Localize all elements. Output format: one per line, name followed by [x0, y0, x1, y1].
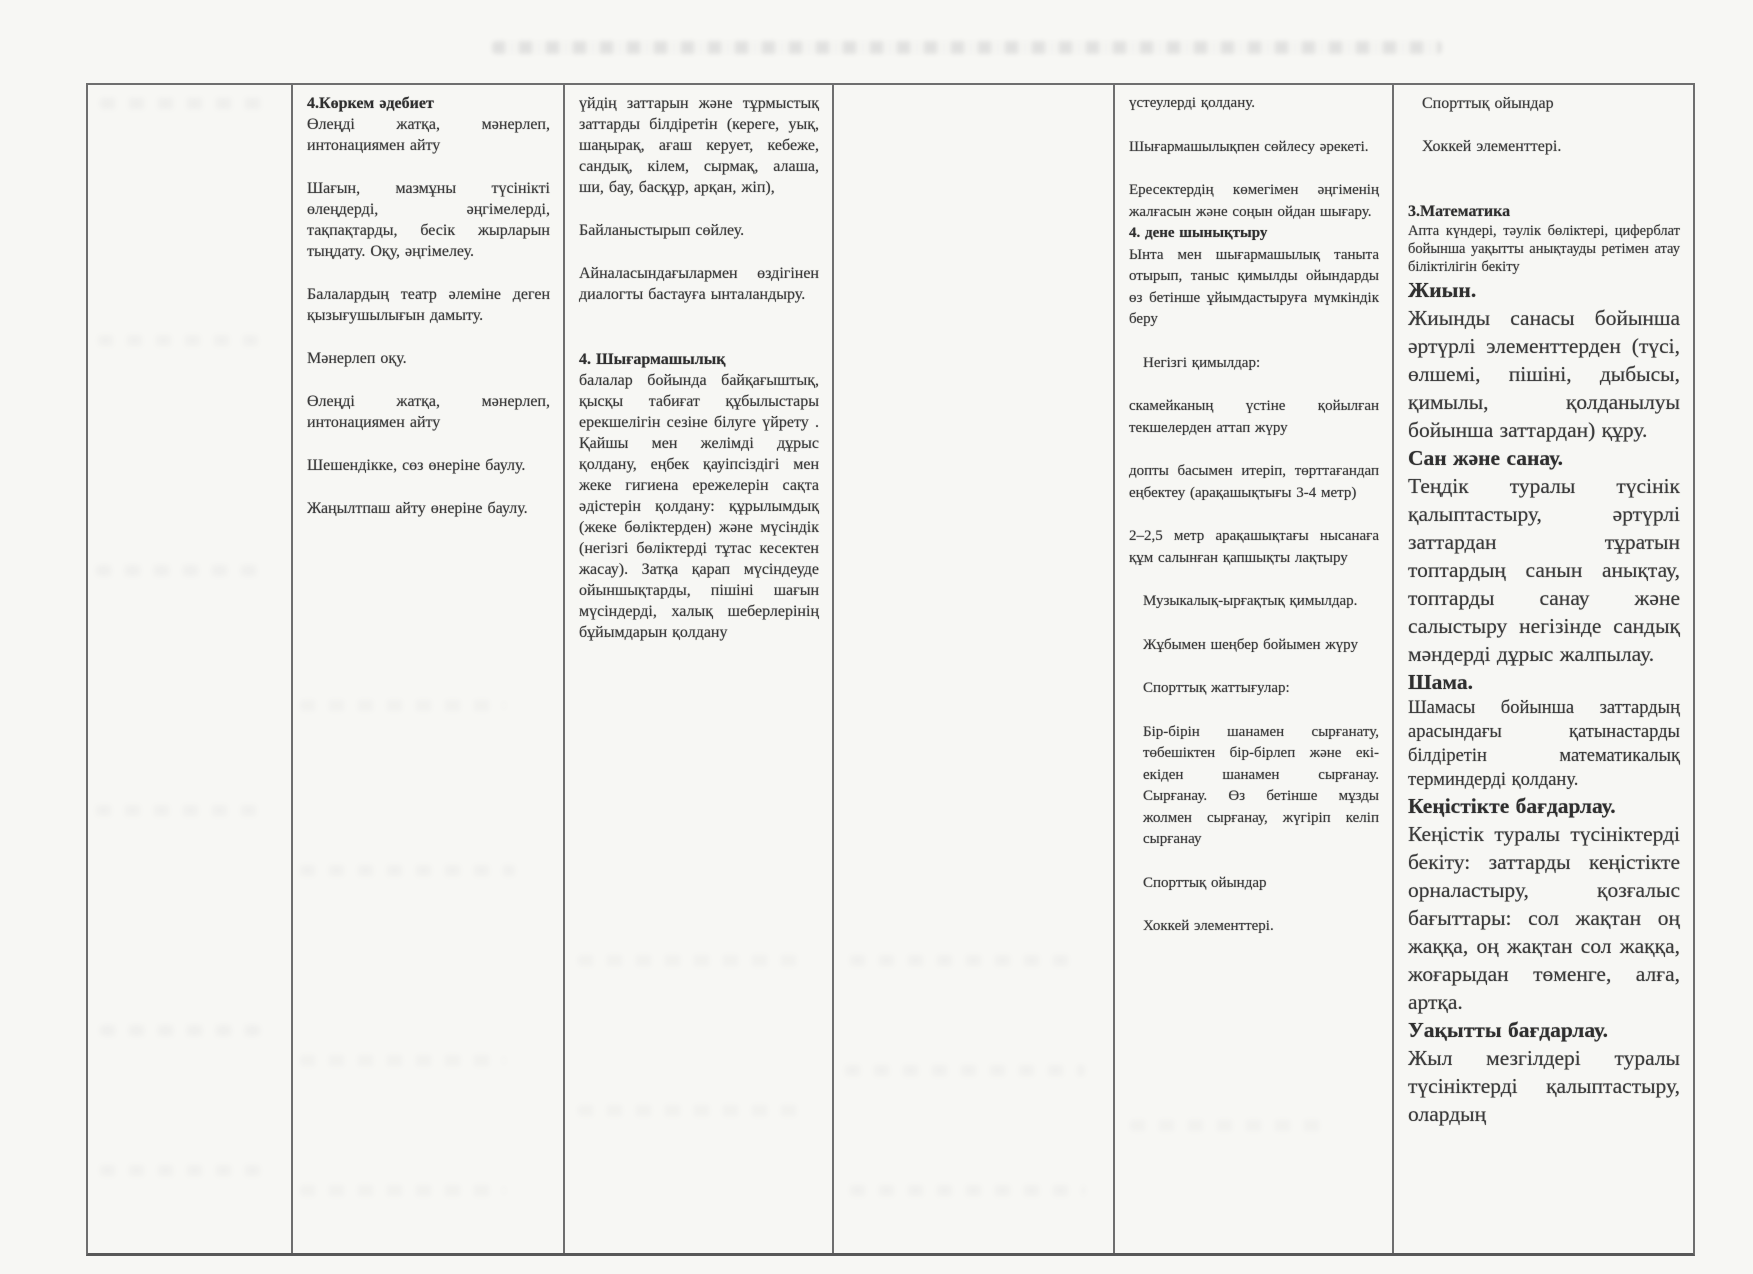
- paragraph: Шағын, мазмұны түсінікті өлеңдерді, әңгімелерді, тақпақтарды, бесік жырларын тыңдату. Оқу, әңгімелеу.: [307, 180, 550, 260]
- paragraph: скамейканың үстіне қойылған текшелерден аттап жүру: [1129, 398, 1379, 436]
- paragraph: Сан және санау.: [1408, 446, 1564, 470]
- curriculum-table: [86, 83, 1695, 1256]
- paragraph: Өлеңді жатқа, мәнерлеп, интонациямен айту: [307, 116, 550, 154]
- paragraph: Жаңылтпаш айту өнеріне баулу.: [307, 500, 528, 517]
- paragraph: Айналасындағылармен өздігінен диалогты бастауға ынталандыру.: [579, 265, 819, 303]
- paragraph: үйдің заттарын және тұрмыстық заттарды білдіретін (кереге, уық, шаңырақ, ағаш керует, кебеже, сандық, кілем, сырмақ, алаша, ши, бау, басқұр, арқан, жіп),: [579, 95, 819, 196]
- paragraph: Уақытты бағдарлау.: [1408, 1018, 1608, 1042]
- paragraph: Ересектердің көмегімен әңгіменің жалғасын және соңын ойдан шығару.: [1129, 182, 1379, 220]
- paragraph: Музыкалық-ырғақтық қимылдар.: [1143, 593, 1358, 609]
- paragraph: Бір-бірін шанамен сырғанату, төбешіктен бір-бірлеп және екі-екіден шанамен сырғанау. Сырғанау. Өз бетінше мұзды жолмен сырғанау, жүгіріп келіп сырғанау: [1143, 723, 1379, 847]
- column-5-dene-shynyktyru: [1115, 85, 1394, 1253]
- paragraph: Хоккей элементтері.: [1422, 138, 1562, 155]
- paragraph: допты басымен итеріп, төрттағандап еңбектеу (арақашықтығы 3-4 метр): [1129, 463, 1379, 501]
- paragraph: Шешендікке, сөз өнеріне баулу.: [307, 457, 526, 474]
- column-3-shygarmashylyk: [565, 85, 834, 1253]
- paragraph: 2–2,5 метр арақашықтағы нысанаға құм салынған қапшықты лақтыру: [1129, 528, 1379, 566]
- paragraph: Спорттық жаттығулар:: [1143, 680, 1290, 696]
- column-2-korkem-adebiet: [293, 85, 565, 1253]
- paragraph: Негізгі қимылдар:: [1143, 354, 1261, 371]
- paragraph: Теңдік туралы түсінік қалыптастыру, әртүрлі заттардан тұратын топтардың санын анықтау, топтарды санау және салыстыру негізінде сандық мәндерді дұрыс жалпылау.: [1408, 474, 1680, 666]
- paragraph: Жыл мезгілдері туралы түсініктерді қалыптастыру, олардың: [1408, 1046, 1680, 1126]
- paragraph: Шығармашылықпен сөйлесу әрекеті.: [1129, 138, 1369, 155]
- paragraph: 4. Шығармашылық: [579, 351, 726, 368]
- paragraph: Байланыстырып сөйлеу.: [579, 222, 745, 239]
- paragraph: Жиынды санасы бойынша әртүрлі элементтерден (түсі, өлшемі, пішіні, дыбысы, қимылы, қолданылуы бойынша заттардан) құру.: [1408, 306, 1680, 442]
- paragraph: 4. дене шынықтыру: [1129, 225, 1268, 241]
- paragraph: Жиын.: [1408, 278, 1477, 302]
- paragraph: Шамасы бойынша заттардың арасындағы қатынастарды білдіретін математикалық терминдерді қолдану.: [1408, 698, 1680, 790]
- paragraph: Ынта мен шығармашылық таныта отырып, таныс қимылды ойындарды өз бетінше ұйымдастыруға мүмкіндік беру: [1129, 246, 1379, 327]
- paragraph: Апта күндері, тәулік бөліктері, циферблат бойынша уақытты анықтауды ретімен атау біліктілігін бекіту: [1408, 223, 1680, 275]
- paragraph: Кеңістікте бағдарлау.: [1408, 794, 1616, 818]
- paragraph: 4.Көркем әдебиет: [307, 95, 434, 112]
- scan-smudge-artifact: [492, 41, 1442, 54]
- paragraph: үстеулерді қолдану.: [1129, 95, 1255, 111]
- paragraph: Жұбымен шеңбер бойымен жүру: [1143, 636, 1358, 653]
- paragraph: Шама.: [1408, 670, 1473, 694]
- paragraph: Спорттық ойындар: [1143, 874, 1267, 891]
- paragraph: Мәнерлеп оқу.: [307, 350, 407, 367]
- paragraph: Балалардың театр әлеміне деген қызығушылығын дамыту.: [307, 286, 550, 324]
- paragraph: балалар бойында байқағыштық, қысқы табиғат құбылыстары ерекшелігін сезіне білуге үйрету . Қайшы мен желімді дұрыс қолдану, еңбек қауіпсіздігі мен жеке гигиена ережелерін сақта әдістерін қолдану: құрылымдық (жеке бөліктерден) және мүсіндік (негізгі бөліктерді тұтас кесектен жасау). Затқа қарап мүсіндеуде ойыншықтарды, пішіні шағын мүсіндерді, халық шеберлерінің бұйымдарын қолдану: [579, 372, 819, 641]
- paragraph: 3.Математика: [1408, 203, 1511, 220]
- paragraph: Спорттық ойындар: [1422, 95, 1554, 112]
- column-6-matematika: [1394, 85, 1693, 1253]
- paragraph: Кеңістік туралы түсініктерді бекіту: заттарды кеңістікте орналастыру, қозғалыс бағыттары: сол жақтан оң жаққа, оң жақтан сол жаққа, жоғарыдан төменге, алға, артқа.: [1408, 822, 1680, 1014]
- paragraph: Хоккей элементтері.: [1143, 918, 1274, 934]
- column-1-empty: [88, 85, 293, 1253]
- column-4-empty: [834, 85, 1115, 1253]
- paragraph: Өлеңді жатқа, мәнерлеп, интонациямен айту: [307, 393, 550, 431]
